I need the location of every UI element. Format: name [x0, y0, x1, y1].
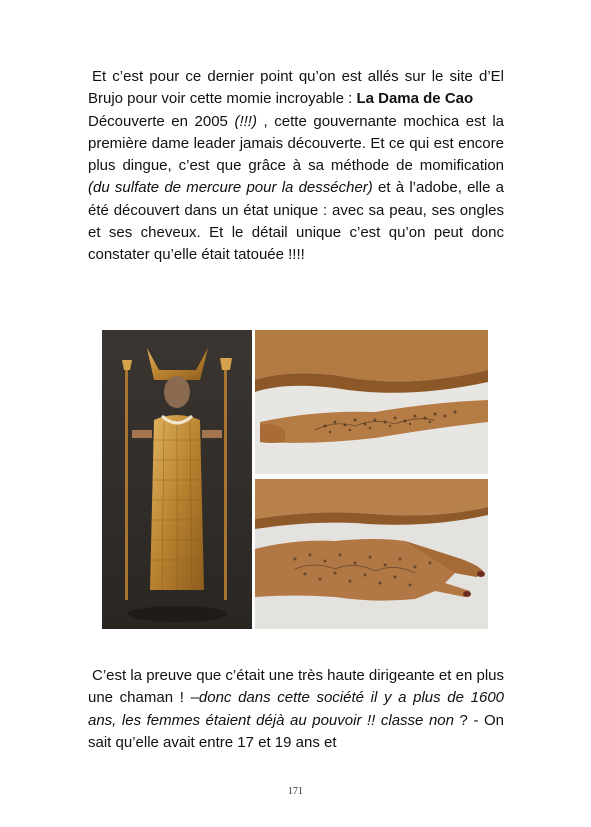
paragraph2-lead: C’est la preuve que c’était une très haute dirigeante et en plus une chaman !: [88, 667, 504, 707]
photo-collage: [102, 330, 488, 629]
paragraph1-lead: Et c’est pour ce dernier point qu’on est allés sur le site d’El Brujo pour voir cette momie incroyable :: [88, 68, 504, 108]
tattooed-hand-photo: [255, 479, 488, 629]
dama-de-cao-title: La Dama de Cao: [356, 90, 474, 108]
paragraph-dama-de-cao: [88, 66, 504, 267]
tattooed-arm-photo: [255, 330, 488, 474]
statue-photo: [102, 330, 252, 629]
paragraph1-exclaim: (!!!): [234, 112, 257, 130]
paragraph2-aside: –donc dans cette société il y a plus de 1600 ans, les femmes étaient déjà au pouvoir !! classe non: [88, 689, 505, 729]
page-number: 171: [288, 786, 303, 797]
paragraph1-end: et à l’adobe, elle a été découvert dans un état unique : avec sa peau, ses ongles et ses cheveux. Et le détail unique c’est qu’on peut donc constater qu’elle était tatouée !!!!: [88, 179, 504, 264]
paragraph1-discovered: Découverte en 2005: [88, 112, 228, 130]
paragraph1-method: (du sulfate de mercure pour la dessécher): [88, 179, 373, 197]
paragraph1-mid: , cette gouvernante mochica est la première dame leader jamais découverte. Et ce qui est encore plus dingue, c’est que grâce à sa méthode de momification: [88, 112, 504, 175]
paragraph-chaman: [88, 665, 504, 754]
paragraph2-end: ? - On sait qu’elle avait entre 17 et 19 ans et: [88, 711, 504, 751]
